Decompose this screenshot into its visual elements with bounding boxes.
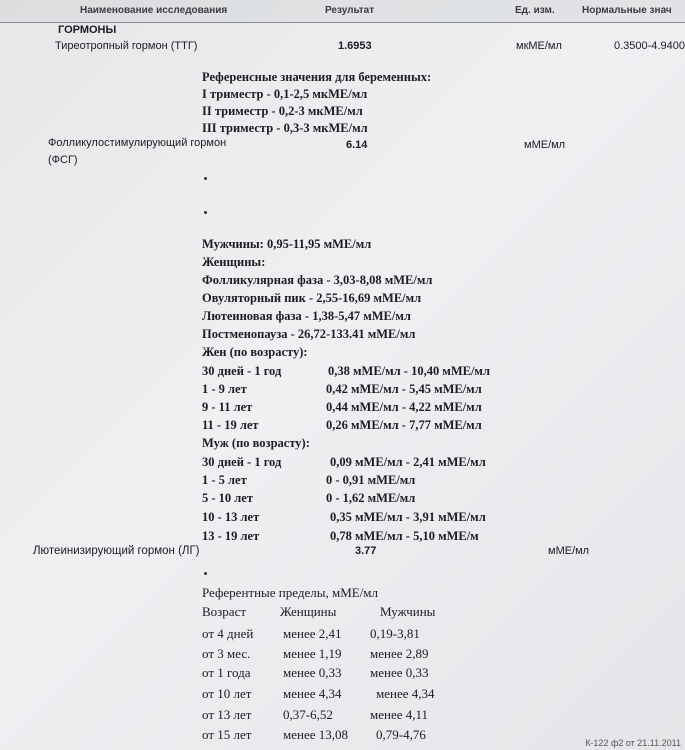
form-stamp: К-122 ф2 от 21.11.2011 bbox=[585, 738, 681, 748]
lh-row-women: менее 2,41 bbox=[283, 626, 342, 641]
fsh-women-line: Лютеиновая фаза - 1,38-5,47 мМЕ/мл bbox=[202, 309, 411, 323]
fsh-women-title: Женщины: bbox=[202, 255, 266, 269]
lh-row-men: менее 4,34 bbox=[376, 686, 435, 701]
lh-row-women: 0,37-6,52 bbox=[283, 707, 333, 722]
lh-unit: мМЕ/мл bbox=[548, 545, 590, 557]
fsh-male-age: 30 дней - 1 год bbox=[202, 455, 282, 469]
lh-row-men: 0,19-3,81 bbox=[370, 626, 420, 641]
fsh-female-range: 0,42 мМЕ/мл - 5,45 мМЕ/мл bbox=[326, 382, 482, 396]
fsh-male-age: 10 - 13 лет bbox=[202, 510, 260, 524]
fsh-unit: мМЕ/мл bbox=[524, 139, 566, 151]
fsh-male-range: 0,78 мМЕ/мл - 5,10 мМЕ/м bbox=[330, 529, 479, 543]
fsh-male-age: 13 - 19 лет bbox=[202, 529, 260, 543]
fsh-male-age-title: Муж (по возрасту): bbox=[202, 436, 310, 450]
lh-row-women: менее 13,08 bbox=[283, 727, 348, 742]
tsh-name: Тиреотропный гормон (ТТГ) bbox=[55, 40, 198, 52]
header-norm: Нормальные знач bbox=[582, 5, 672, 16]
fsh-male-range: 0 - 0,91 мМЕ/мл bbox=[326, 473, 416, 487]
tsh-unit: мкМЕ/мл bbox=[516, 40, 562, 52]
lh-row-age: от 15 лет bbox=[202, 727, 252, 742]
tsh-norm: 0.3500-4.9400 bbox=[614, 40, 685, 52]
fsh-male-age: 5 - 10 лет bbox=[202, 491, 253, 505]
fsh-name-line2: (ФСГ) bbox=[48, 154, 78, 166]
lh-row-age: от 10 лет bbox=[202, 686, 252, 701]
fsh-female-age: 30 дней - 1 год bbox=[202, 364, 282, 378]
fsh-women-line: Постменопауза - 26,72-133.41 мМЕ/мл bbox=[202, 327, 416, 341]
lh-row-men: менее 4,11 bbox=[370, 707, 429, 722]
header-result: Результат bbox=[325, 5, 375, 16]
tsh-ref-line: II триместр - 0,2-3 мкМЕ/мл bbox=[202, 104, 363, 118]
lh-row-women: менее 1,19 bbox=[283, 646, 342, 661]
lh-row-age: от 1 года bbox=[202, 665, 251, 680]
fsh-female-range: 0,26 мМЕ/мл - 7,77 мМЕ/мл bbox=[326, 418, 482, 432]
header-name: Наименование исследования bbox=[80, 5, 228, 16]
lh-row-men: менее 0,33 bbox=[370, 665, 429, 680]
fsh-female-age: 9 - 11 лет bbox=[202, 400, 253, 414]
fsh-female-range: 0,44 мМЕ/мл - 4,22 мМЕ/мл bbox=[326, 400, 482, 414]
fsh-male-range: 0 - 1,62 мМЕ/мл bbox=[326, 491, 416, 505]
fsh-male-range: 0,09 мМЕ/мл - 2,41 мМЕ/мл bbox=[330, 455, 486, 469]
lh-row-women: менее 4,34 bbox=[283, 686, 342, 701]
fsh-male-range: 0,35 мМЕ/мл - 3,91 мМЕ/мл bbox=[330, 510, 486, 524]
tsh-ref-line: I триместр - 0,1-2,5 мкМЕ/мл bbox=[202, 87, 368, 101]
fsh-men: Мужчины: 0,95-11,95 мМЕ/мл bbox=[202, 237, 372, 251]
fsh-women-line: Фолликулярная фаза - 3,03-8,08 мМЕ/мл bbox=[202, 273, 433, 287]
fsh-female-age: 1 - 9 лет bbox=[202, 382, 247, 396]
lh-row-age: от 4 дней bbox=[202, 626, 254, 641]
lh-result: 3.77 bbox=[355, 545, 377, 557]
fsh-female-age-title: Жен (по возрасту): bbox=[202, 345, 308, 359]
dot-mark bbox=[204, 572, 207, 575]
lh-row-age: от 13 лет bbox=[202, 707, 252, 722]
tsh-result: 1.6953 bbox=[338, 40, 372, 52]
lh-col-men: Мужчины bbox=[380, 604, 436, 619]
fsh-women-line: Овуляторный пик - 2,55-16,69 мМЕ/мл bbox=[202, 291, 422, 305]
lh-row-age: от 3 мес. bbox=[202, 646, 251, 661]
lh-row-men: менее 2,89 bbox=[370, 646, 429, 661]
fsh-female-range: 0,38 мМЕ/мл - 10,40 мМЕ/мл bbox=[328, 364, 490, 378]
fsh-female-age: 11 - 19 лет bbox=[202, 418, 259, 432]
section-title: ГОРМОНЫ bbox=[58, 24, 117, 36]
lh-name: Лютеинизирующий гормон (ЛГ) bbox=[33, 545, 200, 557]
lh-col-age: Возраст bbox=[202, 604, 247, 619]
lh-ref-title: Референтные пределы, мМЕ/мл bbox=[202, 585, 379, 600]
fsh-male-age: 1 - 5 лет bbox=[202, 473, 247, 487]
lh-col-women: Женщины bbox=[280, 604, 337, 619]
dot-mark bbox=[204, 211, 207, 214]
lh-row-men: 0,79-4,76 bbox=[376, 727, 426, 742]
header-unit: Ед. изм. bbox=[515, 5, 555, 16]
fsh-name-line1: Фолликулостимулирующий гормон bbox=[48, 137, 227, 149]
fsh-result: 6.14 bbox=[346, 139, 368, 151]
tsh-ref-title: Референсные значения для беременных: bbox=[202, 70, 432, 84]
tsh-ref-line: III триместр - 0,3-3 мкМЕ/мл bbox=[202, 121, 368, 135]
dot-mark bbox=[204, 177, 207, 180]
lh-row-women: менее 0,33 bbox=[283, 665, 342, 680]
